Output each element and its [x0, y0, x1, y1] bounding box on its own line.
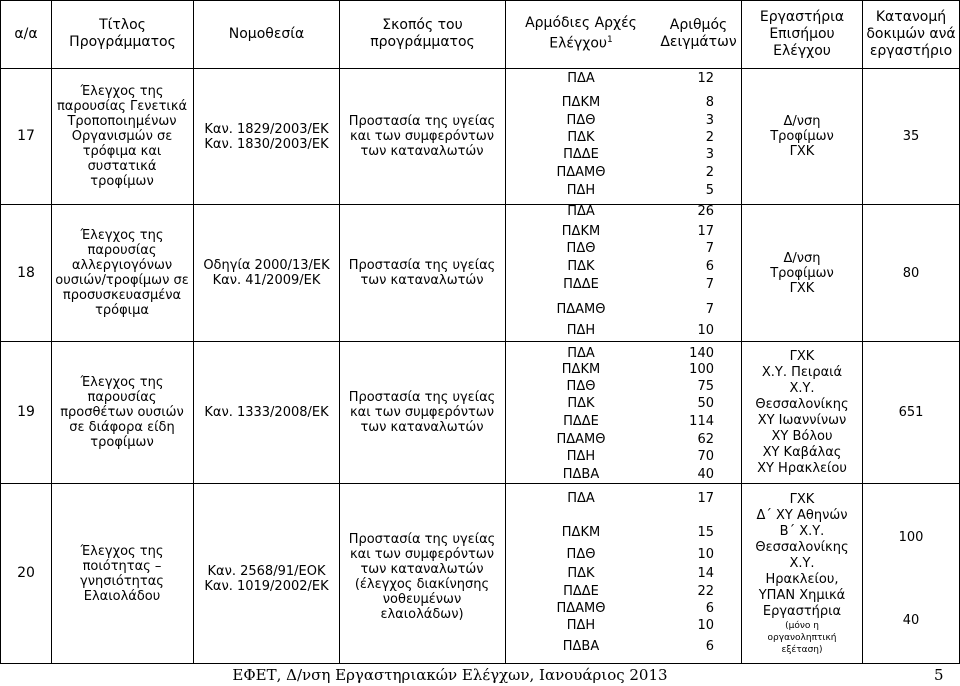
authority-name: ΠΔΗ — [566, 618, 596, 633]
lab-list: Δ/νση Τροφίμων ΓΧΚ — [770, 114, 834, 159]
program-purpose: Προστασία της υγείας των καταναλωτών — [348, 258, 496, 288]
header-title: Τίτλος Προγράμματος — [69, 17, 176, 50]
sample-count: 10 — [697, 547, 714, 562]
sample-count: 7 — [705, 302, 714, 317]
row-number: 17 — [17, 128, 35, 144]
lab-list: ΓΧΚ Δ΄ ΧΥ Αθηνών Β΄ Χ.Υ. Θεσσαλονίκης Χ.Υ. Ηρακλείου, ΥΠΑΝ Χημικά Εργαστήρια (μόνο η οργανοληπτική εξέταση) — [755, 492, 849, 655]
sample-count: 2 — [705, 165, 714, 180]
sample-count: 17 — [697, 491, 714, 506]
authority-name: ΠΔΘ — [566, 379, 596, 394]
sample-count: 14 — [697, 566, 714, 581]
sample-count: 50 — [697, 396, 714, 411]
header-aa: α/α — [14, 25, 38, 42]
program-purpose: Προστασία της υγείας και των συμφερόντων των καταναλωτών — [348, 114, 496, 159]
header-samples: Αριθμός Δειγμάτων — [660, 17, 737, 50]
sample-count: 10 — [697, 618, 714, 633]
sample-count: 40 — [697, 467, 714, 482]
lab-note: (μόνο η οργανοληπτική εξέταση) — [767, 621, 837, 655]
header-authorities: Αρμόδιες Αρχές Ελέγχου$^1$ — [525, 15, 637, 52]
authority-name: ΠΔΚ — [567, 396, 595, 411]
sample-count: 70 — [697, 449, 714, 464]
sample-count: 17 — [697, 224, 714, 239]
authority-name: ΠΔΒΑ — [562, 467, 600, 482]
legislation: Καν. 1333/2008/ΕΚ — [204, 405, 329, 420]
program-purpose: Προστασία της υγείας και των συμφερόντων των καταναλωτών — [348, 390, 496, 435]
distribution-value: 40 — [902, 612, 920, 628]
authority-name: ΠΔΔΕ — [563, 147, 599, 162]
sample-count: 62 — [697, 432, 714, 447]
legislation: Οδηγία 2000/13/ΕΚ Καν. 41/2009/ΕΚ — [203, 258, 330, 288]
authority-name: ΠΔΗ — [566, 323, 596, 338]
program-title: Έλεγχος της παρουσίας Γενετικά Τροποποιημένων Οργανισμών σε τρόφιμα και συστατικά τροφίμων — [56, 84, 188, 189]
page-footer — [0, 664, 960, 686]
authority-name: ΠΔΒΑ — [562, 639, 600, 654]
legislation: Καν. 2568/91/ΕΟΚ Καν. 1019/2002/ΕΚ — [204, 563, 329, 594]
lab-list: ΓΧΚ Χ.Υ. Πειραιά Χ.Υ. Θεσσαλονίκης ΧΥ Ιωαννίνων ΧΥ Βόλου ΧΥ Καβάλας ΧΥ Ηρακλείου — [755, 348, 849, 476]
authority-name: ΠΔΔΕ — [563, 584, 599, 599]
sample-count: 15 — [697, 525, 714, 540]
sample-count: 5 — [705, 183, 714, 198]
footer-text: ΕΦΕΤ, Δ/νση Εργαστηριακών Ελέγχων, Ιανουάριος 2013 — [232, 666, 668, 684]
sample-count: 7 — [705, 241, 714, 256]
authority-name: ΠΔΚΜ — [561, 95, 601, 110]
distribution-value: 80 — [902, 265, 920, 281]
page-number: 5 — [934, 666, 944, 684]
authority-name: ΠΔΚΜ — [561, 525, 601, 540]
authority-name: ΠΔΘ — [566, 547, 596, 562]
authority-name: ΠΔΑ — [567, 204, 595, 219]
authority-name: ΠΔΚ — [567, 130, 595, 145]
header-legislation: Νομοθεσία — [228, 25, 305, 42]
sample-count: 7 — [705, 277, 714, 292]
authority-name: ΠΔΗ — [566, 449, 596, 464]
authority-name: ΠΔΑ — [567, 346, 595, 361]
sample-count: 6 — [705, 639, 714, 654]
program-title: Έλεγχος της ποιότητας – γνησιότητας Ελαιολάδου — [80, 543, 164, 604]
lab-list: Δ/νση Τροφίμων ΓΧΚ — [770, 250, 834, 296]
sample-count: 3 — [705, 113, 714, 128]
distribution-value: 651 — [898, 405, 924, 420]
authority-name: ΠΔΚΜ — [561, 362, 601, 377]
authority-name: ΠΔΑΜΘ — [556, 302, 606, 317]
row-number: 18 — [17, 264, 35, 281]
sample-count: 26 — [697, 204, 714, 219]
program-title: Έλεγχος της παρουσίας αλλεργιογόνων ουσιών/τροφίμων σε προσυσκευασμένα τρόφιμα — [55, 228, 189, 318]
sample-count: 140 — [689, 346, 714, 361]
authority-name: ΠΔΑΜΘ — [556, 165, 606, 180]
authority-name: ΠΔΑΜΘ — [556, 601, 606, 616]
authority-name: ΠΔΔΕ — [563, 277, 599, 292]
distribution-value: 100 — [898, 529, 924, 545]
authority-name: ΠΔΚΜ — [561, 224, 601, 239]
sample-count: 100 — [689, 362, 714, 377]
distribution-value: 35 — [902, 129, 920, 144]
sample-count: 75 — [697, 379, 714, 394]
sample-count: 114 — [689, 414, 714, 429]
authority-name: ΠΔΑΜΘ — [556, 432, 606, 447]
authority-name: ΠΔΚ — [567, 259, 595, 274]
header-lab: Εργαστήρια Επισήμου Ελέγχου — [759, 8, 845, 59]
authority-name: ΠΔΘ — [566, 113, 596, 128]
sample-count: 6 — [705, 601, 714, 616]
sample-count: 8 — [705, 95, 714, 110]
program-purpose: Προστασία της υγείας και των συμφερόντων των καταναλωτών (έλεγχος διακίνησης νοθευμένων ελαιολάδων) — [348, 531, 496, 622]
row-number: 19 — [17, 404, 35, 420]
sample-count: 22 — [697, 584, 714, 599]
authority-name: ΠΔΑ — [567, 71, 595, 86]
header-purpose: Σκοπός του προγράμματος — [370, 17, 475, 50]
authority-name: ΠΔΗ — [566, 183, 596, 198]
program-title: Έλεγχος της παρουσίας προσθέτων ουσιών σε διάφορα είδη τροφίμων — [60, 375, 184, 450]
authority-name: ΠΔΑ — [567, 491, 595, 506]
authority-name: ΠΔΚ — [567, 566, 595, 581]
row-number: 20 — [17, 565, 35, 581]
sample-count: 12 — [697, 71, 714, 86]
sample-count: 10 — [697, 323, 714, 338]
header-distribution: Κατανομή δοκιμών ανά εργαστήριο — [866, 8, 956, 59]
sample-count: 2 — [705, 130, 714, 145]
sample-count: 6 — [705, 259, 714, 274]
authority-name: ΠΔΔΕ — [563, 414, 599, 429]
authority-name: ΠΔΘ — [566, 241, 596, 256]
legislation: Καν. 1829/2003/ΕΚ Καν. 1830/2003/ΕΚ — [204, 121, 329, 152]
sample-count: 3 — [705, 147, 714, 162]
